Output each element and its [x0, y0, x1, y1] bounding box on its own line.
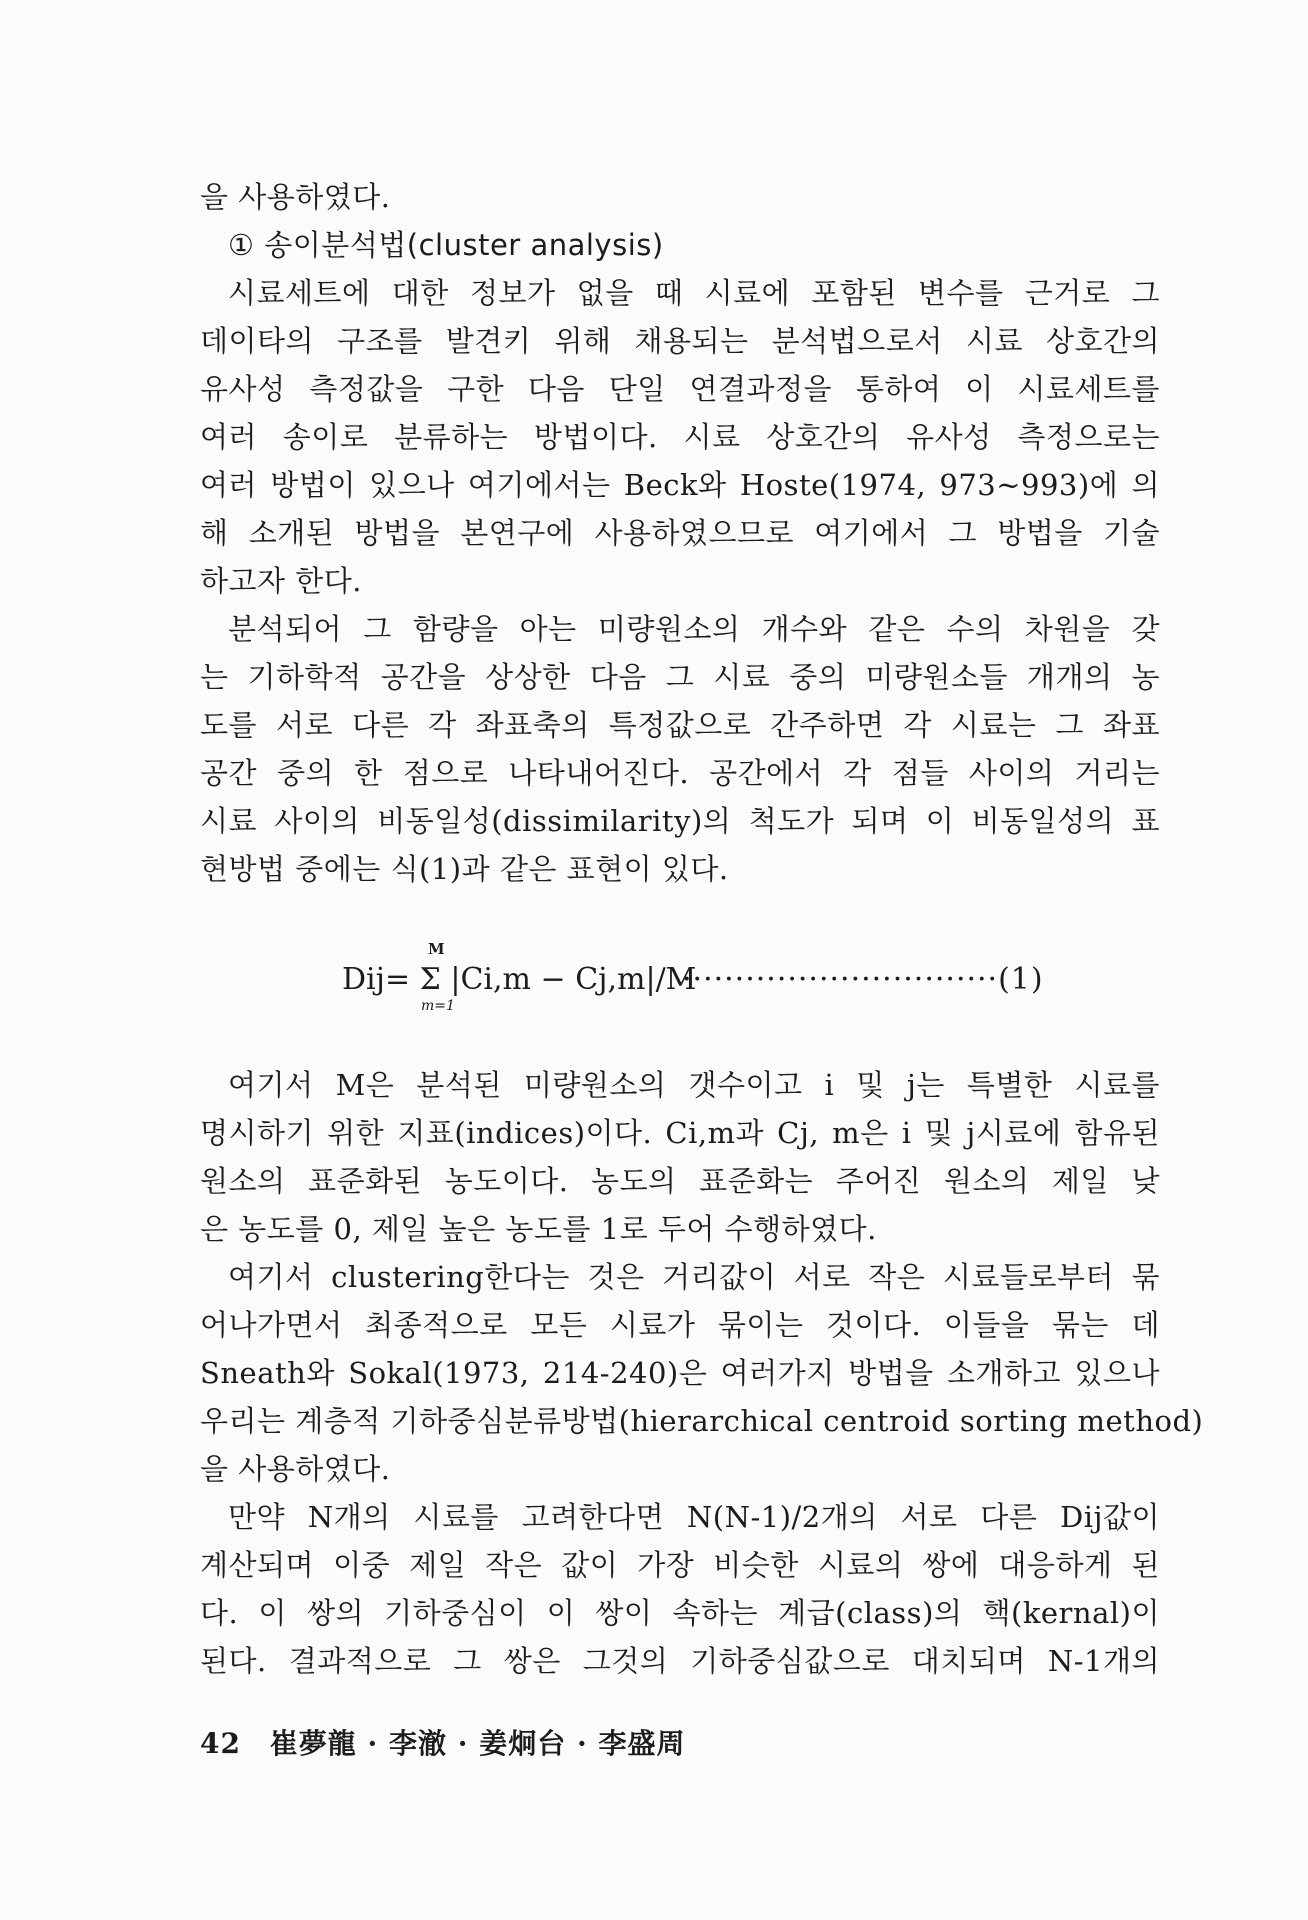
text-line: 만약 N개의 시료를 고려한다면 N(N-1)/2개의 서로 다른 Dij값이 [228, 1500, 1160, 1534]
text-line: 다. 이 쌍의 기하중심이 이 쌍이 속하는 계급(class)의 핵(kernal)이 [200, 1596, 1160, 1630]
text-line: 공간 중의 한 점으로 나타내어진다. 공간에서 각 점들 사이의 거리는 [200, 756, 1160, 790]
text-line: 도를 서로 다른 각 좌표축의 특정값으로 간주하면 각 시료는 그 좌표 [200, 708, 1160, 742]
footer-authors: 崔夢龍 · 李澈 · 姜炯台 · 李盛周 [269, 1727, 686, 1760]
text-line: 을 사용하였다. [200, 1452, 391, 1486]
text-line: 는 기하학적 공간을 상상한 다음 그 시료 중의 미량원소들 개개의 농 [200, 660, 1160, 694]
text-line: 여기서 clustering한다는 것은 거리값이 서로 작은 시료들로부터 묶 [228, 1260, 1160, 1294]
text-line: 여러 송이로 분류하는 방법이다. 시료 상호간의 유사성 측정으로는 [200, 420, 1160, 454]
text-line: 분석되어 그 함량을 아는 미량원소의 개수와 같은 수의 차원을 갖 [228, 612, 1160, 646]
text-line: 우리는 계층적 기하중심분류방법(hierarchical centroid sorting method) [200, 1404, 1204, 1438]
text-line: 은 농도를 0, 제일 높은 농도를 1로 두어 수행하였다. [200, 1212, 877, 1246]
text-line: 시료 사이의 비동일성(dissimilarity)의 척도가 되며 이 비동일성의 표 [200, 804, 1160, 838]
text-line: 해 소개된 방법을 본연구에 사용하였으므로 여기에서 그 방법을 기술 [200, 516, 1160, 550]
text-line: 여기서 M은 분석된 미량원소의 갯수이고 i 및 j는 특별한 시료를 [228, 1068, 1160, 1102]
equation-1 [342, 940, 1162, 1020]
equation-number: ······························(1) [682, 962, 1044, 997]
text-line: Sneath와 Sokal(1973, 214-240)은 여러가지 방법을 소개하고 있으나 [200, 1356, 1160, 1390]
equation-expression: Dij= Σ |Ci,m − Cj,m|/M [342, 962, 697, 997]
text-line: 명시하기 위한 지표(indices)이다. Ci,m과 Cj, m은 i 및 j시료에 함유된 [200, 1116, 1160, 1150]
text-line: 현방법 중에는 식(1)과 같은 표현이 있다. [200, 852, 729, 886]
section-heading: ① 송이분석법(cluster analysis) [228, 228, 664, 262]
text-line: 을 사용하였다. [200, 180, 391, 214]
sum-upper-limit: M [428, 940, 445, 958]
text-line: 하고자 한다. [200, 564, 363, 598]
text-line: 여러 방법이 있으나 여기에서는 Beck와 Hoste(1974, 973~993)에 의 [200, 468, 1160, 502]
sum-lower-limit: m=1 [421, 998, 455, 1014]
text-line: 된다. 결과적으로 그 쌍은 그것의 기하중심값으로 대치되며 N-1개의 [200, 1644, 1160, 1678]
text-line: 유사성 측정값을 구한 다음 단일 연결과정을 통하여 이 시료세트를 [200, 372, 1160, 406]
page-number: 42 [200, 1727, 241, 1760]
text-line: 계산되며 이중 제일 작은 값이 가장 비슷한 시료의 쌍에 대응하게 된 [200, 1548, 1160, 1582]
text-line: 원소의 표준화된 농도이다. 농도의 표준화는 주어진 원소의 제일 낮 [200, 1164, 1160, 1198]
text-line: 데이타의 구조를 발견키 위해 채용되는 분석법으로서 시료 상호간의 [200, 324, 1160, 358]
text-line: 시료세트에 대한 정보가 없을 때 시료에 포함된 변수를 근거로 그 [228, 276, 1160, 310]
text-line: 어나가면서 최종적으로 모든 시료가 묶이는 것이다. 이들을 묶는 데 [200, 1308, 1160, 1342]
page-footer [200, 1722, 685, 1762]
